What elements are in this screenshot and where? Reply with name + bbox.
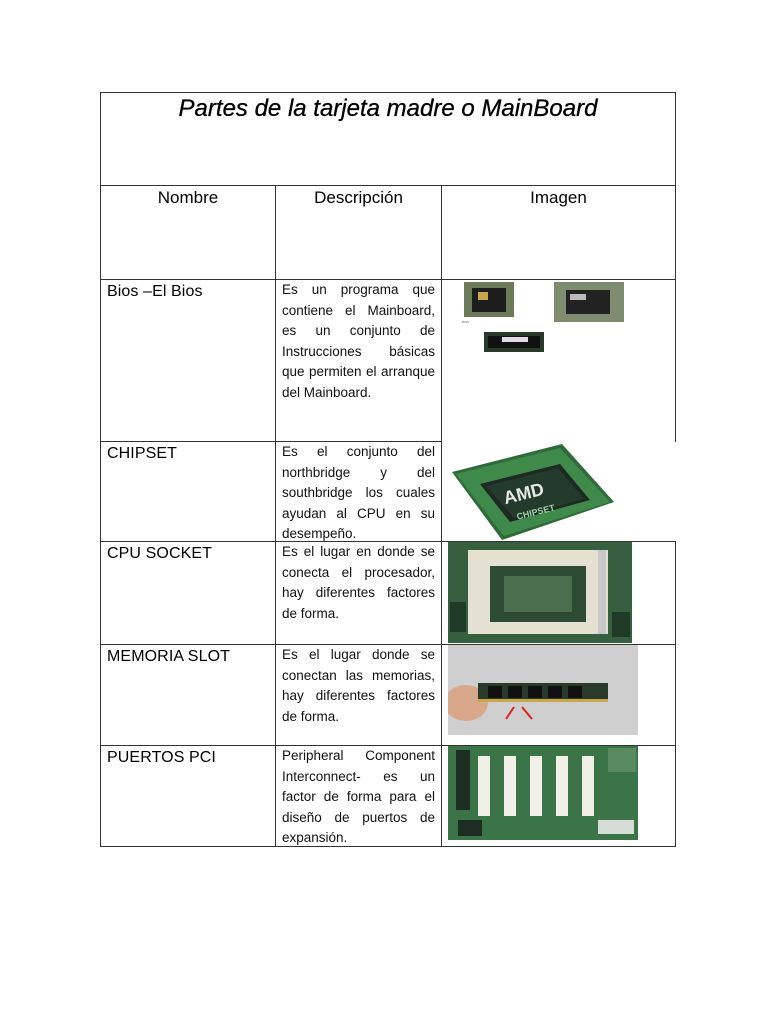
row-image-cell [441, 280, 676, 442]
document-title: Partes de la tarjeta madre o MainBoard [178, 95, 598, 122]
amd-chipset-image [442, 442, 622, 542]
table-title-row [100, 92, 676, 186]
row-description: Peripheral Component Interconnect- es un factor de forma para el diseño de puertos de expansión. [275, 746, 441, 847]
row-description: Es el conjunto del northbridge y del southbridge los cuales ayudan al CPU en su desempeño. [275, 442, 441, 542]
row-image-cell [441, 746, 676, 847]
pci-slots-image [448, 746, 638, 840]
row-description: Es el lugar en donde se conecta el procesador, hay diferentes factores de forma. [275, 542, 441, 645]
cpu-socket-image [448, 542, 632, 643]
row-name: PUERTOS PCI [100, 746, 275, 847]
row-name: MEMORIA SLOT [100, 645, 275, 746]
row-description: Es un programa que contiene el Mainboard, es un conjunto de Instrucciones básicas que permiten el arranque del Mainboard. [275, 280, 441, 442]
table-row [100, 542, 676, 645]
row-image-cell [441, 542, 676, 645]
bios-chips-image: BIOS [442, 280, 612, 440]
chip-label-text: CHIPSET [515, 502, 556, 522]
row-name: CPU SOCKET [100, 542, 275, 645]
row-name: Bios –El Bios [100, 280, 275, 442]
chip-logo-text: AMD [501, 478, 547, 509]
parts-table [100, 92, 676, 847]
header-descripcion: Descripción [275, 186, 441, 280]
table-row [100, 442, 676, 542]
row-image-cell [441, 442, 676, 542]
table-row [100, 645, 676, 746]
table-header-row [100, 186, 676, 280]
header-nombre: Nombre [100, 186, 275, 280]
row-description: Es el lugar donde se conectan las memorias, hay diferentes factores de forma. [275, 645, 441, 746]
table-row [100, 746, 676, 847]
row-name: CHIPSET [100, 442, 275, 542]
row-image-cell [441, 645, 676, 746]
table-row [100, 280, 676, 442]
memory-module-image [448, 645, 638, 735]
header-imagen: Imagen [441, 186, 676, 280]
